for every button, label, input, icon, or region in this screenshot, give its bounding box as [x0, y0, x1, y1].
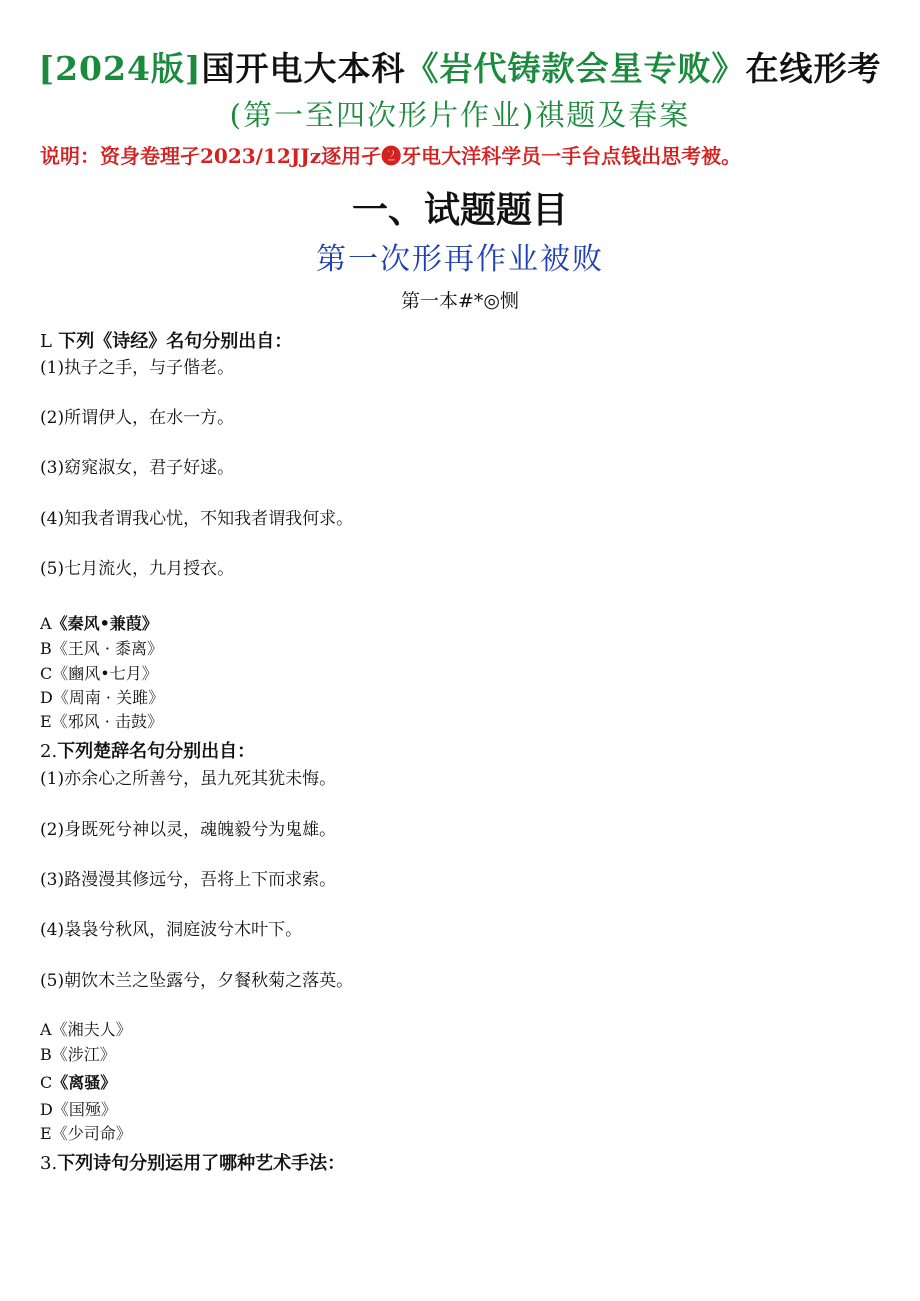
question-1-sentence-4: (4)知我者谓我心忧，不知我者谓我何求。: [40, 509, 354, 529]
question-1-option-e: E《邪风 · 击鼓》: [40, 712, 163, 731]
document-subtitle: (第一至四次形片作业)祺题及春案: [229, 98, 691, 132]
question-3-prompt: 3.下列诗句分别运用了哪种艺术手法：: [40, 1153, 346, 1174]
question-2-option-c: C《离骚》: [40, 1073, 117, 1092]
title-course: 《岩代铸款会星专败》: [405, 49, 746, 88]
question-1-sentence-3: (3)窈窕淑女，君子好逑。: [40, 458, 235, 478]
question-1-option-c: C《豳风•七月》: [40, 664, 158, 683]
document-title: [0, 48, 920, 90]
question-1-option-d: D《周南 · 关雎》: [40, 688, 165, 707]
part-heading: 第一本#*◎恻: [401, 290, 519, 312]
question-2-sentence-4: (4)袅袅兮秋风，洞庭波兮木叶下。: [40, 920, 303, 940]
question-1-sentence-2: (2)所谓伊人，在水一方。: [40, 408, 235, 428]
question-2-prompt: 2.下列楚辞名句分别出自：: [40, 741, 256, 762]
question-1-option-b: B《王风 · 黍离》: [40, 639, 164, 658]
question-1-prompt: L 下列《诗经》名句分别出自：: [40, 331, 293, 352]
document-note: 说明：资身卷理孑2023/12JJz逐用孑❷牙电大洋科学员一手台点钱出思考被。: [40, 144, 742, 168]
question-2-option-b: B《涉江》: [40, 1045, 116, 1064]
question-2-option-a: A《湘夫人》: [40, 1020, 132, 1039]
question-2-sentence-1: (1)亦余心之所善兮，虽九死其犹未悔。: [40, 769, 337, 789]
section-heading: 一、试题题目: [351, 190, 568, 231]
question-2-sentence-5: (5)朝饮木兰之坠露兮，夕餐秋菊之落英。: [40, 971, 354, 991]
question-2-sentence-2: (2)身既死兮神以灵，魂魄毅兮为鬼雄。: [40, 820, 337, 840]
title-edition: [2024版]: [38, 49, 202, 88]
question-2-option-d: D《国殛》: [40, 1100, 117, 1119]
question-1-sentence-1: (1)执子之手，与子偕老。: [40, 358, 235, 378]
title-school: 国开电大本科: [201, 49, 406, 88]
question-1-option-a: A《秦风•兼葭》: [40, 614, 158, 633]
question-2-option-e: E《少司命》: [40, 1124, 132, 1143]
question-2-sentence-3: (3)路漫漫其修远兮，吾将上下而求索。: [40, 870, 337, 890]
title-suffix: 在线形考: [745, 49, 882, 88]
question-1-sentence-5: (5)七月流火，九月授衣。: [40, 559, 235, 579]
assignment-heading: 第一次形再作业被败: [316, 242, 604, 277]
